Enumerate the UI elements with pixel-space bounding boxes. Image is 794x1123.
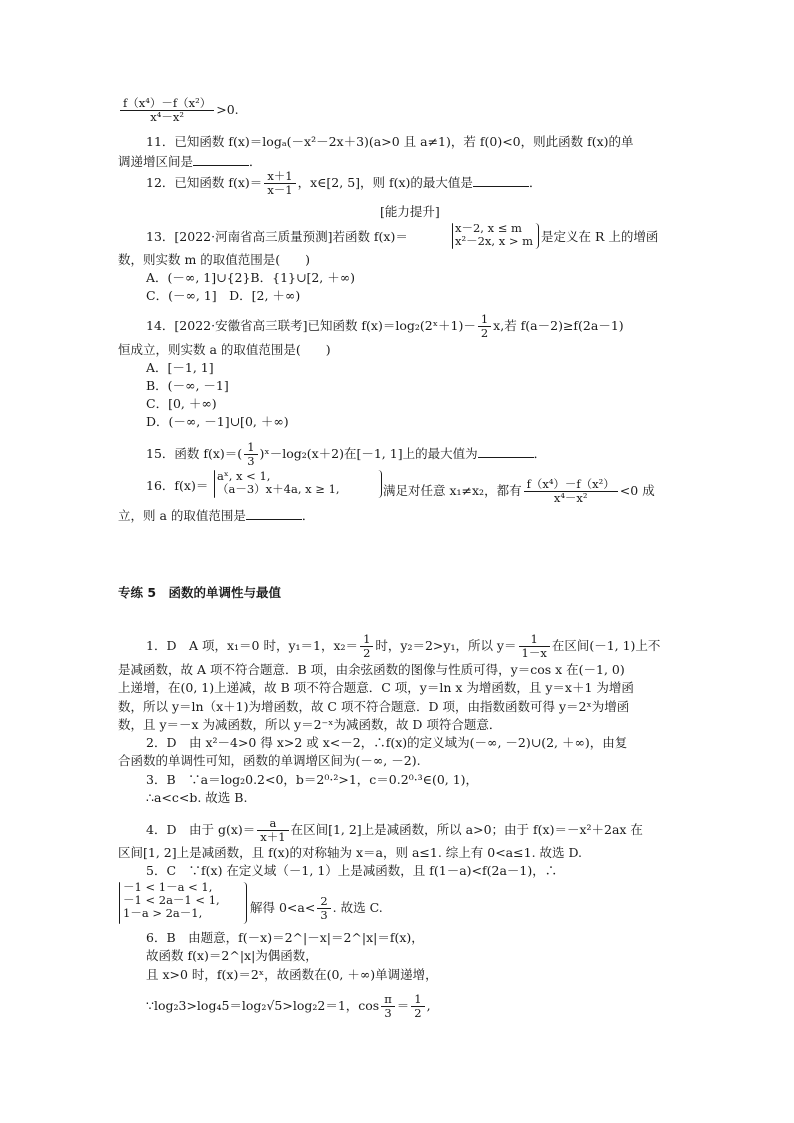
answer-1-line5: 数，且 y＝－x 为减函数，所以 y＝2⁻ˣ为减函数，故 D 项符合题意．: [118, 717, 502, 732]
fraction: $\frac{\pi}{3}$: [381, 993, 395, 1020]
section-label: [能力提升]: [380, 204, 440, 219]
question-16-start: 16．f(x)＝: [146, 478, 209, 493]
question-16-middle: 满足对任意 x₁≠x₂，都有 $\frac{\text{f（x⁴）－f（x²）}}{\text{x⁴－x²}}$ <0 成: [383, 477, 655, 505]
fraction: $\frac{1}{3}$: [244, 441, 257, 468]
question-13-options-cd: C．(－∞, 1] D．[2, ＋∞): [146, 288, 301, 303]
answer-5-line1: 5．C ∵f(x) 在定义域（－1, 1）上是减函数，且 f(1－a)<f(2a－1)，∴: [146, 863, 558, 878]
answer-1-line4: 数，所以 y＝ln（x＋1)为增函数，故 C 项不符合题意．D 项，由指数函数可得 y＝2ˣ为增函: [118, 699, 630, 714]
brace-right: [535, 223, 539, 249]
answer-5-solution: 解得 0<a< $\frac{2}{3}$ . 故选 C.: [250, 894, 383, 922]
section-heading: 专练 5 函数的单调性与最值: [118, 585, 282, 600]
brace-right: [378, 470, 382, 498]
fraction: $\frac{1}{2}$: [411, 993, 424, 1020]
answer-blank: [193, 153, 249, 166]
answer-blank: [478, 445, 534, 458]
fraction: $\frac{x+1}{x-1}$: [264, 170, 295, 197]
question-13-line2: 数，则实数 m 的取值范围是( ): [118, 252, 311, 267]
question-13-line1: 13．[2022·河南省高三质量预测]若函数 f(x)＝: [146, 229, 408, 244]
answer-blank: [473, 174, 529, 187]
fraction: $\frac{1}{1-x}$: [519, 633, 550, 660]
answer-2-line1: 2．D 由 x²－4>0 得 x>2 或 x<－2，∴f(x)的定义域为(－∞, －2)∪(2, ＋∞)，由复: [146, 735, 628, 750]
question-14-line1: 14．[2022·安徽省高三联考]已知函数 f(x)＝log₂(2ˣ＋1)－ $\frac{1}{2}$ x,若 f(a－2)≥f(2a－1): [146, 312, 624, 340]
answer-4-line2: 区间[1, 2]上是减函数，且 f(x)的对称轴为 x＝a，则 a≤1. 综上有 0<a≤1. 故选 D.: [118, 845, 583, 860]
answer-1-line1: 1．D A 项，x₁＝0 时，y₁＝1，x₂＝ $\frac{1}{2}$ 时，y₂＝2>y₁，所以 y＝ $\frac{1}{1-x}$ 在区间(－1, 1)上不: [146, 632, 661, 660]
answer-6-line4: ∵log₂3>log₄5＝log₂√5>log₂2＝1，cos $\frac{\pi}{3}$ ＝ $\frac{1}{2}$ ,: [146, 992, 431, 1020]
answer-1-line3: 上递增，在(0, 1)上递减，故 B 项不符合题意．C 项，y＝ln x 为增函数，且 y＝x＋1 为增函: [118, 680, 634, 695]
answer-3-line1: 3．B ∵a＝log₂0.2<0，b＝2⁰·²>1，c＝0.2⁰·³∈(0, 1)，: [146, 772, 479, 787]
top-fragment: $\frac{\text{f（x⁴）－f（x²）}}{\text{x⁴－x²}}$ >0.: [118, 97, 239, 124]
question-14-option-a: A．[－1, 1]: [146, 360, 214, 375]
fraction: $\frac{\text{f（x⁴）－f（x²）}}{\text{x⁴－x²}}$: [524, 478, 618, 505]
brace-right: [243, 882, 247, 924]
question-11-line1: 11．已知函数 f(x)＝logₐ(－x²－2x＋3)(a>0 且 a≠1)，若 f(0)<0，则此函数 f(x)的单: [146, 134, 634, 149]
brace-left: [119, 882, 120, 924]
piecewise-cases: x－2, x ≤ m x²－2x, x > m: [455, 221, 534, 248]
piecewise-cases: aˣ, x < 1, （a－3）x＋4a, x ≥ 1,: [217, 469, 340, 496]
question-14-option-c: C．[0, ＋∞): [146, 396, 217, 411]
brace-left: [214, 470, 215, 498]
answer-blank: [246, 507, 302, 520]
question-14-option-b: B．(－∞, －1]: [146, 378, 229, 393]
question-13-options-ab: A．(－∞, 1]∪{2}B．{1}∪[2, ＋∞): [146, 270, 356, 285]
fraction: $\frac{\text{f（x⁴）－f（x²）}}{\text{x⁴－x²}}$: [120, 97, 214, 124]
inequality-system: －1 < 1－a < 1, －1 < 2a－1 < 1, 1－a > 2a－1,: [123, 880, 220, 920]
question-14-option-d: D．(－∞, －1]∪[0, ＋∞): [146, 414, 289, 429]
answer-6-line2: 故函数 f(x)＝2^|x|为偶函数，: [146, 948, 318, 963]
answer-2-line2: 合函数的单调性可知，函数的单调增区间为(－∞, －2).: [118, 753, 421, 768]
brace-left: [452, 223, 453, 249]
question-12: 12．已知函数 f(x)＝ $\frac{x+1}{x-1}$ ，x∈[2, 5]，则 f(x)的最大值是 ．: [146, 169, 542, 197]
fraction: $\frac{1}{2}$: [360, 633, 373, 660]
question-15: 15．函数 f(x)＝( $\frac{1}{3}$ )ˣ－log₂(x＋2)在[－1, 1]上的最大值为 ．: [146, 440, 547, 468]
question-11-line2: 调递增区间是 ．: [118, 154, 262, 169]
answer-4-line1: 4．D 由于 g(x)＝ $\frac{a}{x+1}$ 在区间[1, 2]上是减函数，所以 a>0；由于 f(x)＝－x²＋2ax 在: [146, 816, 643, 844]
fraction: $\frac{1}{2}$: [478, 313, 491, 340]
answer-3-line2: ∴a<c<b. 故选 B.: [146, 790, 248, 805]
question-16-line2: 立，则 a 的取值范围是 ．: [118, 508, 315, 523]
fraction: $\frac{2}{3}$: [317, 895, 330, 922]
answer-1-line2: 是减函数，故 A 项不符合题意．B 项，由余弦函数的图像与性质可得，y＝cos x 在(－1, 0): [118, 662, 625, 677]
fraction: $\frac{a}{x+1}$: [257, 817, 288, 844]
answer-6-line3: 且 x>0 时，f(x)＝2ˣ，故函数在(0, ＋∞)单调递增，: [146, 967, 438, 982]
answer-6-line1: 6．B 由题意，f(－x)＝2^|－x|＝2^|x|＝f(x)，: [146, 930, 424, 945]
question-13-line1-tail: 是定义在 R 上的增函: [541, 229, 659, 244]
question-14-line2: 恒成立，则实数 a 的取值范围是( ): [118, 342, 331, 357]
